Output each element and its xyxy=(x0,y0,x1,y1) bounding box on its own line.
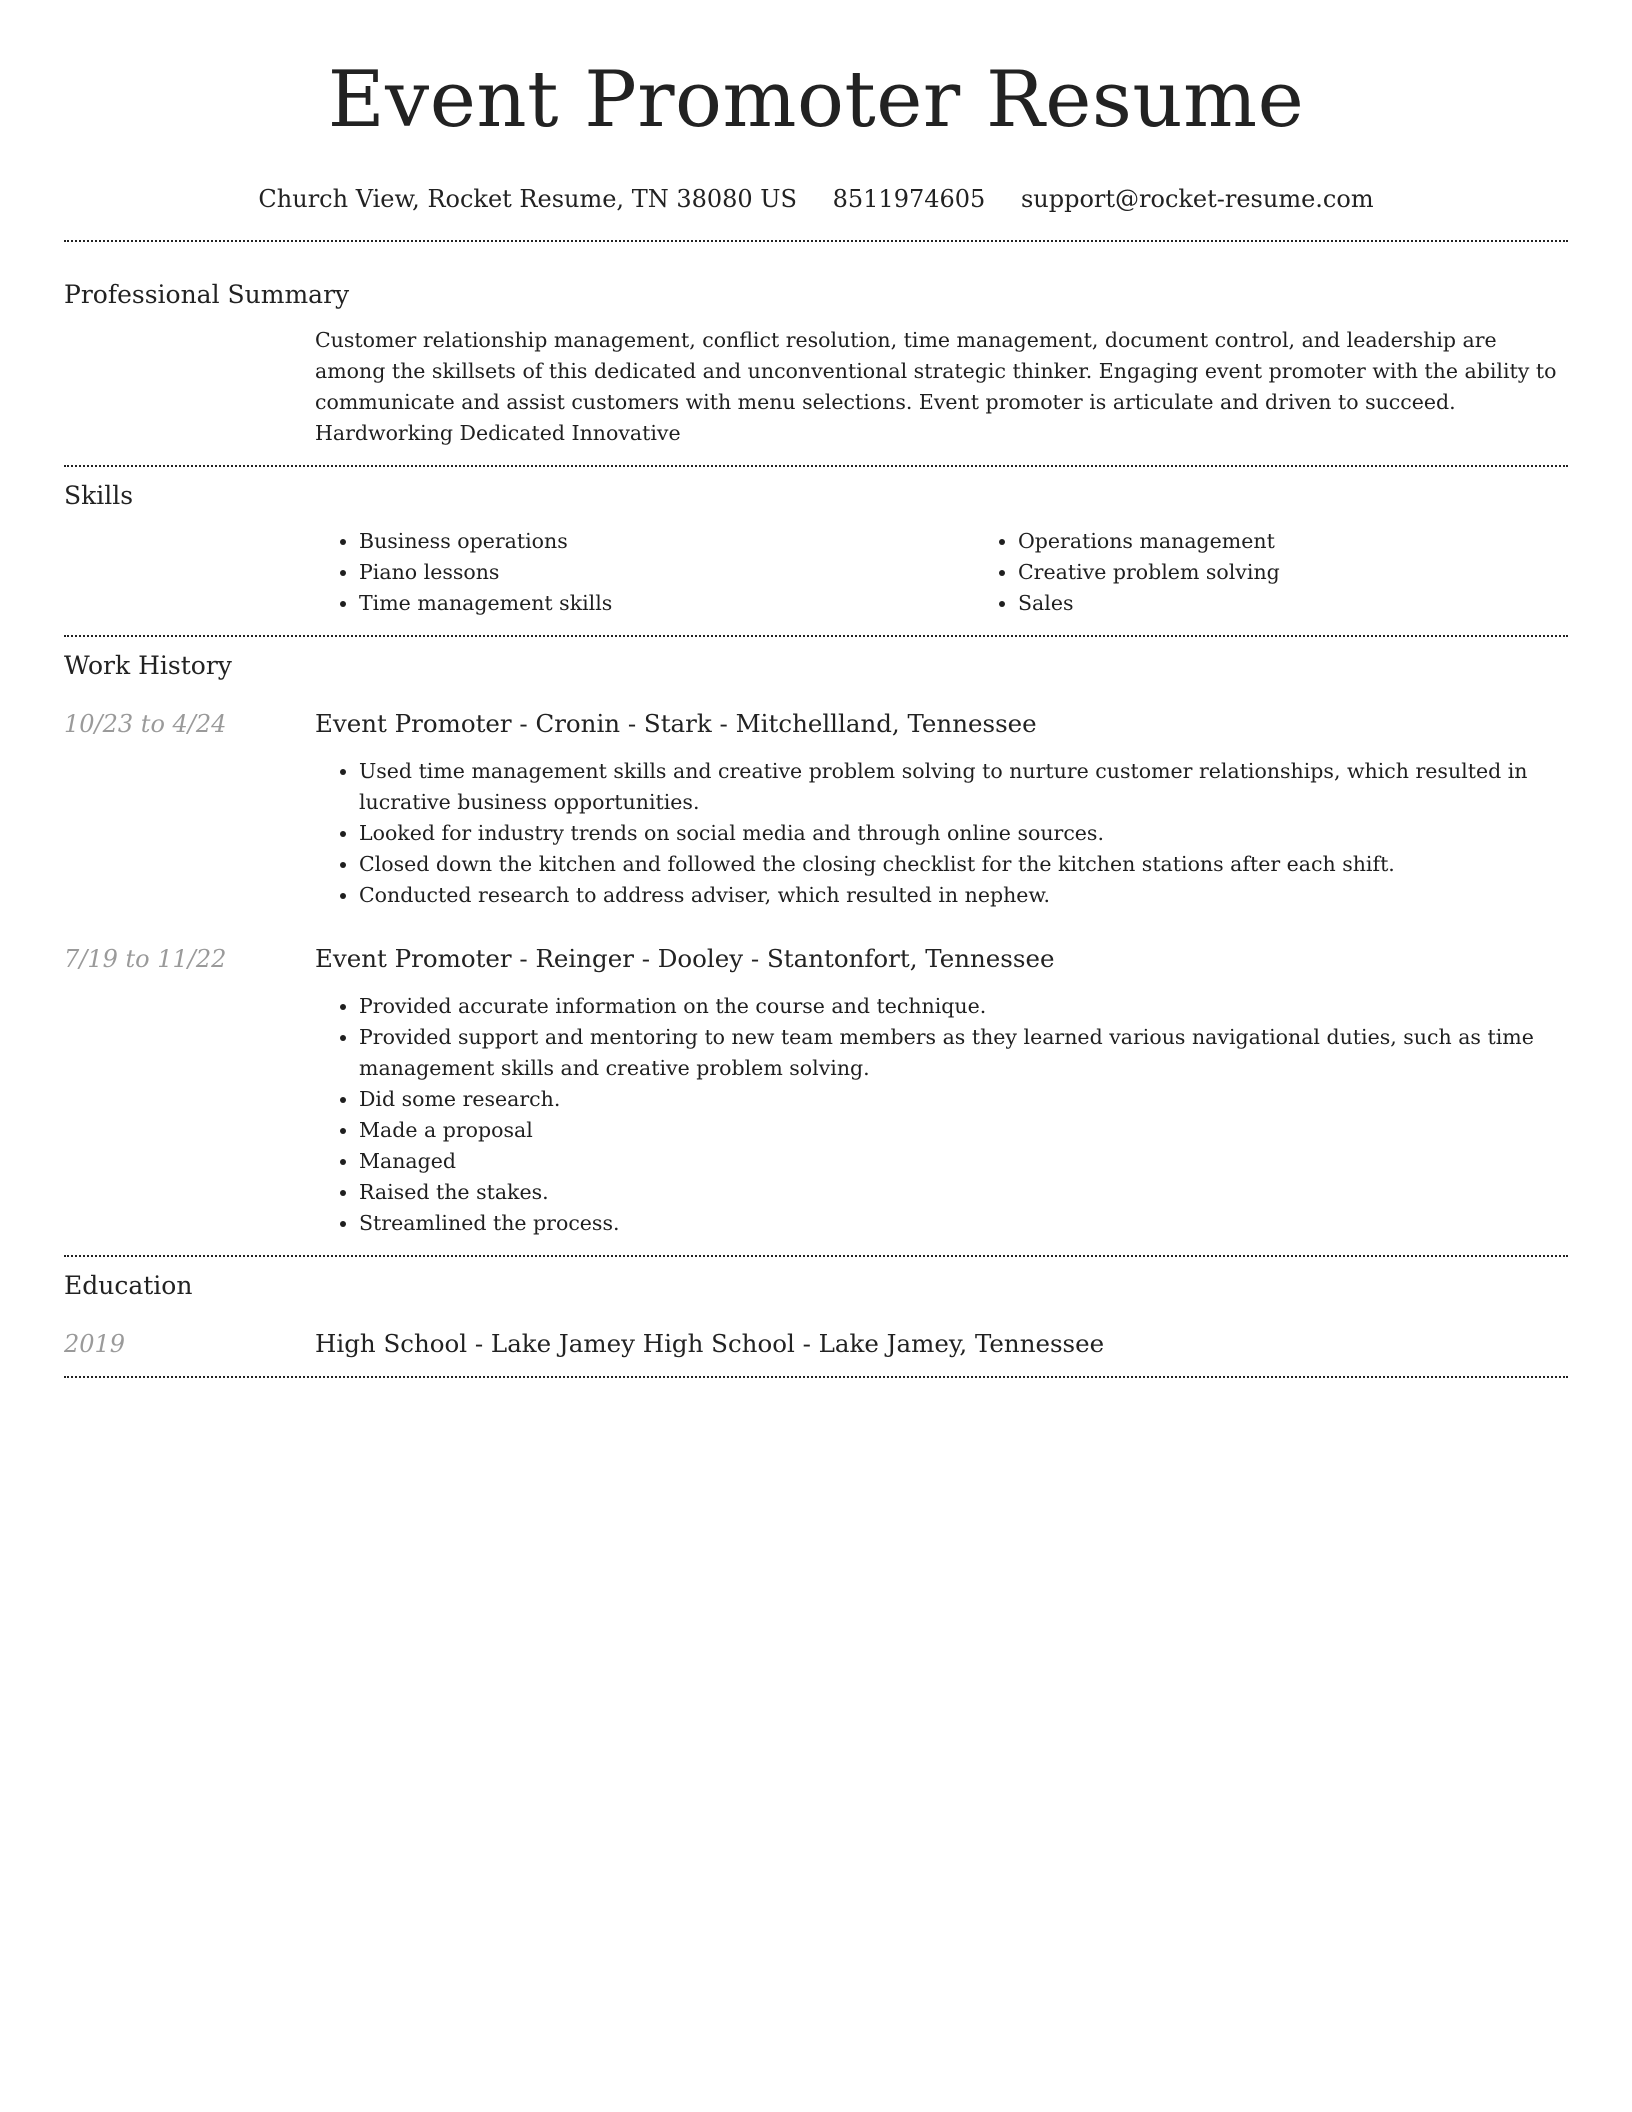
education-entry xyxy=(64,1328,1568,1360)
job-bullets xyxy=(315,991,1568,1239)
job-bullet: • Streamlined the process. xyxy=(359,1208,1568,1239)
contact-phone: 8511974605 xyxy=(832,185,986,213)
skill-item: • Creative problem solving xyxy=(1018,557,1632,588)
job-bullet: • Made a proposal xyxy=(359,1115,1568,1146)
education-title: High School - Lake Jamey High School - Lake Jamey, Tennessee xyxy=(315,1329,1105,1358)
skill-item: • Sales xyxy=(1018,588,1632,619)
summary-heading: Professional Summary xyxy=(64,280,350,309)
job-bullet: • Looked for industry trends on social media and through online sources. xyxy=(359,818,1568,849)
skill-item: • Piano lessons xyxy=(359,557,974,588)
education-section xyxy=(64,1270,1568,1360)
job-bullets xyxy=(315,756,1568,911)
divider-header xyxy=(64,240,1568,242)
divider-education xyxy=(64,1376,1568,1378)
skill-item: • Business operations xyxy=(359,526,974,557)
summary-text: Customer relationship management, conflict resolution, time management, document control, and leadership are among the skillsets of this dedicated and unconventional strategic thinker. Engaging event promoter with the ability to communicate and assist customers with menu selections. Event promoter is articulate and driven to succeed. Hardworking Dedicated Innovative xyxy=(315,328,1557,445)
job-bullet: • Managed xyxy=(359,1146,1568,1177)
job-bullet: • Provided support and mentoring to new team members as they learned various navigational duties, such as time management skills and creative problem solving. xyxy=(359,1022,1568,1084)
skills-heading: Skills xyxy=(64,481,134,510)
job-bullet: • Provided accurate information on the course and technique. xyxy=(359,991,1568,1022)
skills-section xyxy=(64,480,1568,619)
skills-list-left xyxy=(315,526,974,619)
divider-summary xyxy=(64,465,1568,467)
work-heading: Work History xyxy=(64,651,232,680)
job-bullet: • Did some research. xyxy=(359,1084,1568,1115)
contact-line xyxy=(64,184,1568,214)
education-year: 2019 xyxy=(64,1330,126,1358)
job-dates: 7/19 to 11/22 xyxy=(64,945,227,973)
job-bullet: • Conducted research to address adviser, which resulted in nephew. xyxy=(359,880,1568,911)
education-heading: Education xyxy=(64,1271,193,1300)
job-dates: 10/23 to 4/24 xyxy=(64,710,227,738)
job-title: Event Promoter - Cronin - Stark - Mitchellland, Tennessee xyxy=(315,709,1037,738)
job-entry xyxy=(64,943,1568,1239)
work-section xyxy=(64,650,1568,1239)
skill-item: • Operations management xyxy=(1018,526,1632,557)
summary-section xyxy=(64,279,1568,449)
divider-skills xyxy=(64,635,1568,637)
job-title: Event Promoter - Reinger - Dooley - Stantonfort, Tennessee xyxy=(315,944,1055,973)
skill-item: • Time management skills xyxy=(359,588,974,619)
divider-work xyxy=(64,1255,1568,1257)
job-entry xyxy=(64,708,1568,911)
skills-list-right xyxy=(974,526,1632,619)
contact-address: Church View, Rocket Resume, TN 38080 US xyxy=(258,185,797,213)
job-bullet: • Closed down the kitchen and followed the closing checklist for the kitchen stations after each shift. xyxy=(359,849,1568,880)
resume-title: Event Promoter Resume xyxy=(327,55,1305,145)
job-bullet: • Raised the stakes. xyxy=(359,1177,1568,1208)
contact-email: support@rocket-resume.com xyxy=(1020,185,1374,213)
job-bullet: • Used time management skills and creative problem solving to nurture customer relationships, which resulted in lucrative business opportunities. xyxy=(359,756,1568,818)
